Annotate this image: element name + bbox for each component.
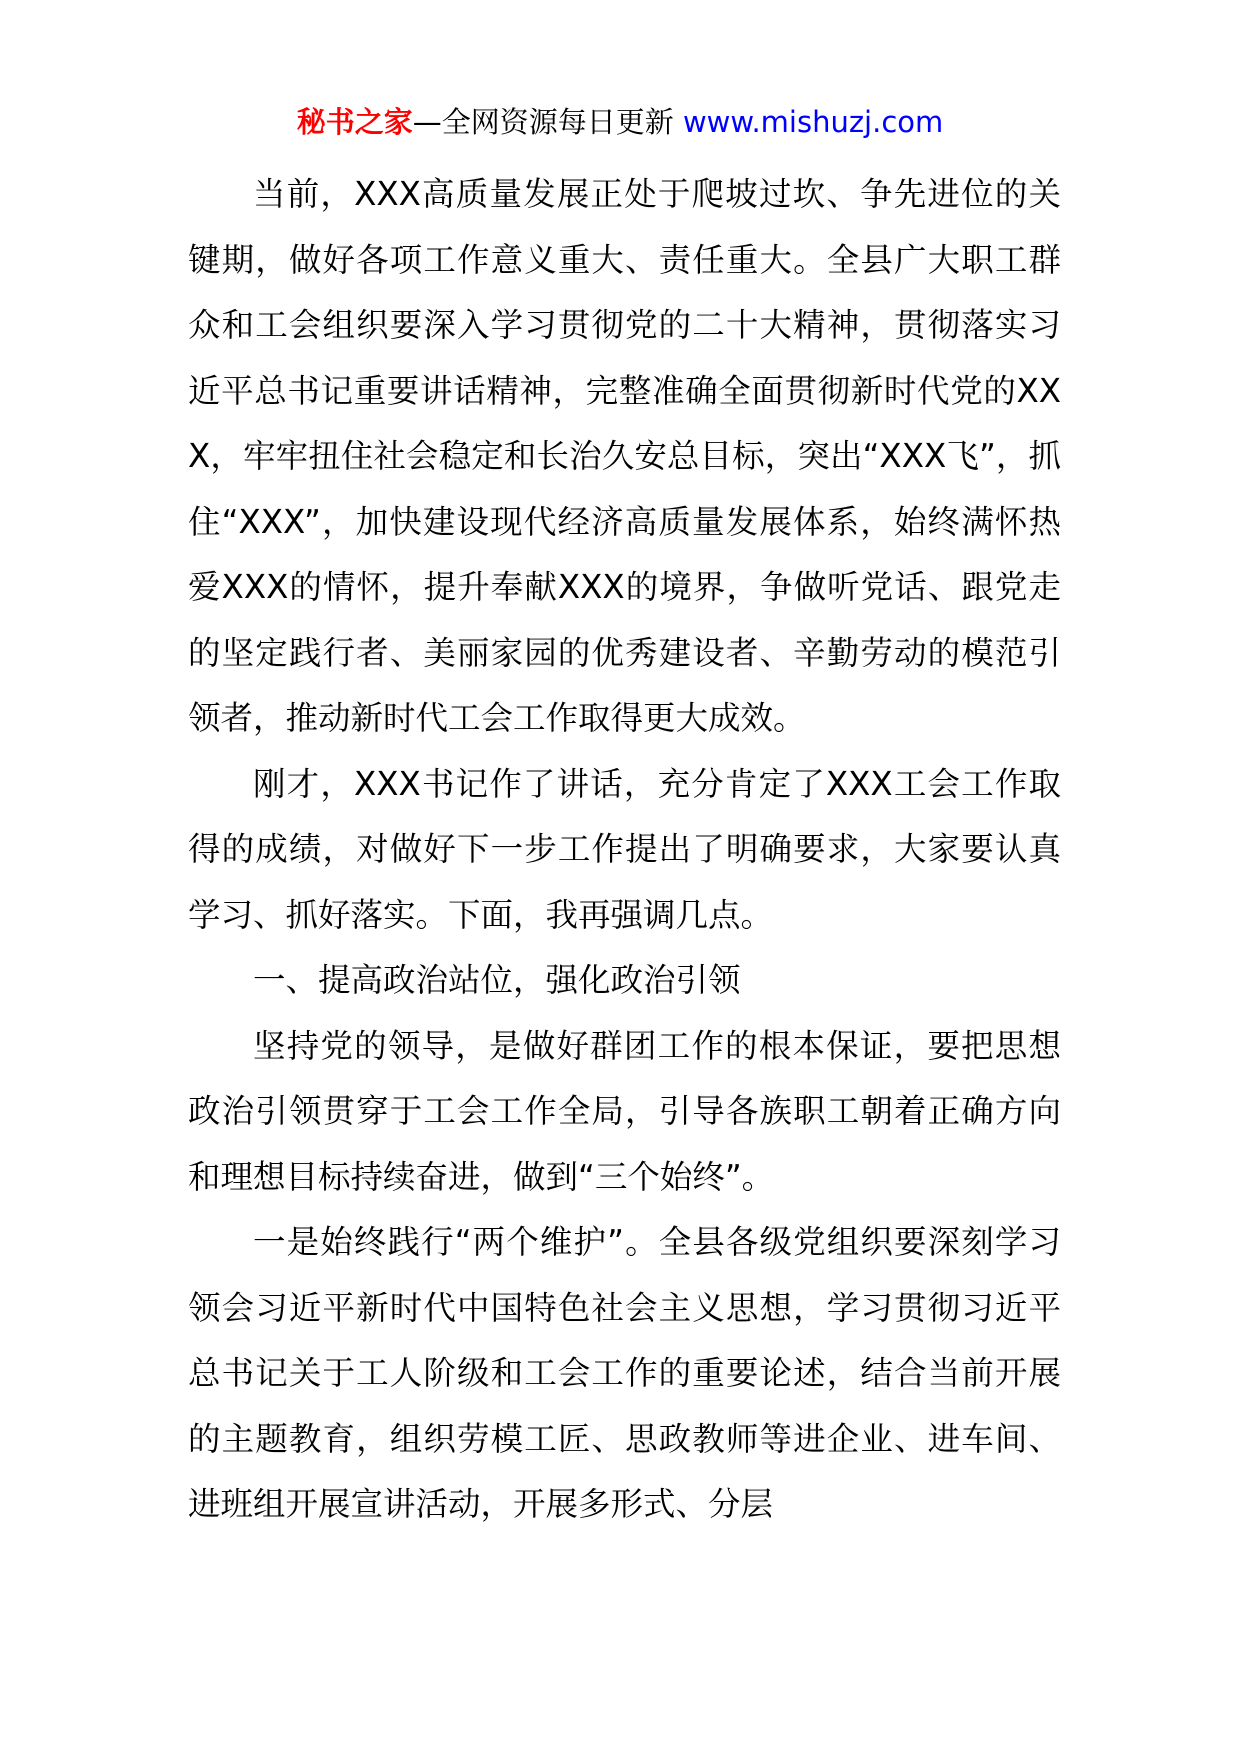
page-header xyxy=(0,100,1240,144)
document-body xyxy=(188,162,1061,1538)
paragraph-intro: 当前，XXX高质量发展正处于爬坡过坎、争先进位的关键期，做好各项工作意义重大、责任重大。全县广大职工群众和工会组织要深入学习贯彻党的二十大精神，贯彻落实习近平总书记重要讲话精神，完整准确全面贯彻新时代党的XXX，牢牢扭住社会稳定和长治久安总目标，突出“XXX飞”，抓住“XXX”，加快建设现代经济高质量发展体系，始终满怀热爱XXX的情怀，提升奉献XXX的境界，争做听党话、跟党走的坚定践行者、美丽家园的优秀建设者、辛勤劳动的模范引领者，推动新时代工会工作取得更大成效。 xyxy=(188,175,1061,737)
paragraph-party-leadership: 坚持党的领导，是做好群团工作的根本保证，要把思想政治引领贯穿于工会工作全局，引导各族职工朝着正确方向和理想目标持续奋进，做到“三个始终”。 xyxy=(188,1026,1061,1196)
paragraph-secretary-remarks: 刚才，XXX书记作了讲话，充分肯定了XXX工会工作取得的成绩，对做好下一步工作提出了明确要求，大家要认真学习、抓好落实。下面，我再强调几点。 xyxy=(188,764,1061,934)
header-tagline: —全网资源每日更新 xyxy=(412,105,683,139)
website-link[interactable]: www.mishuzj.com xyxy=(682,105,944,139)
brand-name: 秘书之家 xyxy=(296,105,413,139)
section-heading-1: 一、提高政治站位，强化政治引领 xyxy=(253,961,741,999)
paragraph-two-safeguards: 一是始终践行“两个维护”。全县各级党组织要深刻学习领会习近平新时代中国特色社会主义思想，学习贯彻习近平总书记关于工人阶级和工会工作的重要论述，结合当前开展的主题教育，组织劳模工匠、思政教师等进企业、进车间、进班组开展宣讲活动，开展多形式、分层 xyxy=(188,1223,1061,1523)
